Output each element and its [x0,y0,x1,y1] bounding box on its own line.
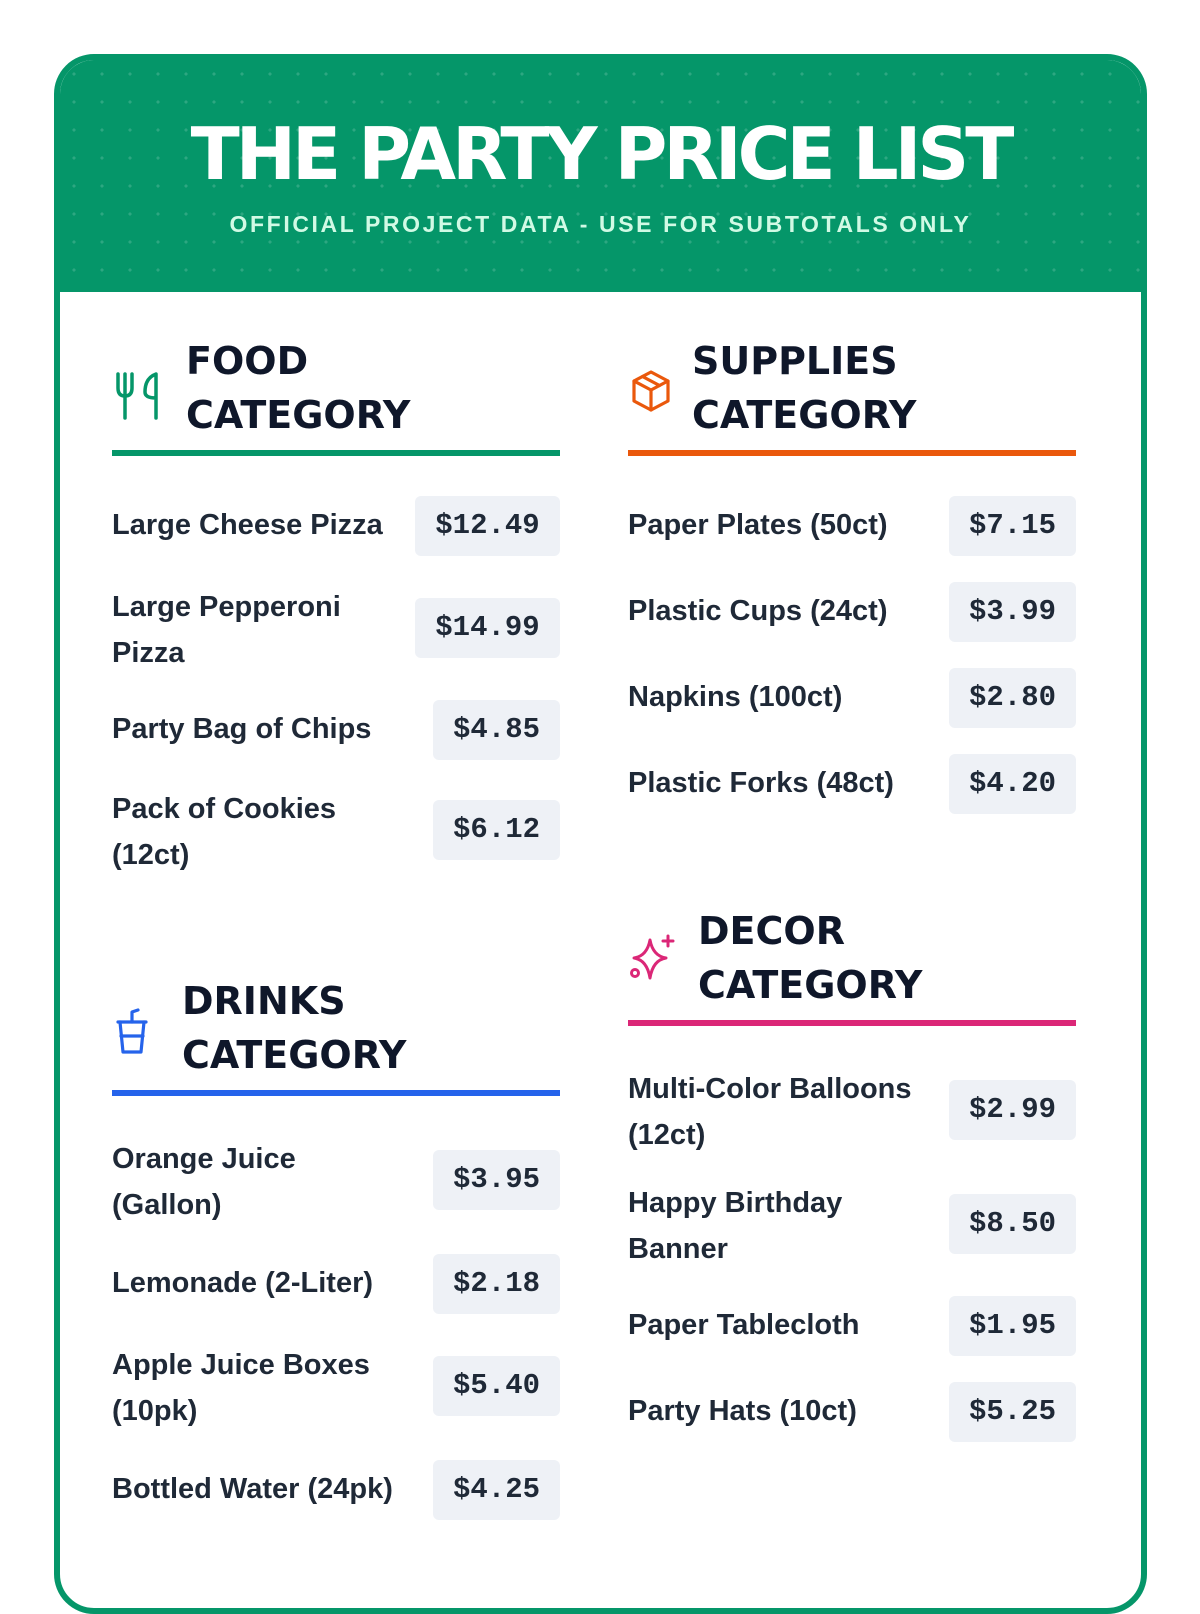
item-price: $5.25 [949,1382,1076,1442]
item-name: Party Hats (10ct) [628,1395,857,1427]
item-name: Large Pepperoni Pizza [112,591,341,669]
food-section [112,332,560,871]
supplies-section-header [628,332,1076,456]
item-name: Lemonade (2-Liter) [112,1267,374,1299]
decor-section [628,902,1076,1428]
item-price: $4.85 [433,700,560,760]
item-price: $5.40 [433,1356,560,1416]
price-list-card [54,54,1147,1614]
item-price: $2.18 [433,1254,560,1314]
decor-section-title: DECOR CATEGORY [698,909,923,1007]
sparkles-icon [628,932,678,982]
item-name: Happy Birthday Banner [628,1187,843,1265]
item-price: $2.80 [949,668,1076,728]
item-price: $7.15 [949,496,1076,556]
item-name: Paper Plates (50ct) [628,509,888,541]
item-price: $3.99 [949,582,1076,642]
supplies-section [628,332,1076,800]
item-name: Large Cheese Pizza [112,509,383,541]
item-name: Bottled Water (24pk) [112,1473,393,1505]
item-price: $8.50 [949,1194,1076,1254]
supplies-section-title: SUPPLIES CATEGORY [692,339,917,437]
item-name: Multi-Color Balloons (12ct) [628,1073,912,1151]
item-price: $3.95 [433,1150,560,1210]
item-name: Party Bag of Chips [112,713,372,745]
item-name: Orange Juice (Gallon) [112,1143,296,1221]
drinks-section-title: DRINKS CATEGORY [182,979,407,1077]
item-price: $14.99 [415,598,560,658]
item-name: Pack of Cookies (12ct) [112,793,337,871]
cup-icon [112,1006,152,1056]
item-name: Napkins (100ct) [628,681,843,713]
item-price: $2.99 [949,1080,1076,1140]
food-section-title: FOOD CATEGORY [186,339,411,437]
page-subtitle: OFFICIAL PROJECT DATA - USE FOR SUBTOTALS ONLY [229,211,972,237]
page-title: THE PARTY PRICE LIST [190,112,1011,196]
decor-section-header [628,902,1076,1026]
food-section-header [112,332,560,456]
header-banner [60,60,1141,292]
drinks-section [112,972,560,1506]
item-name: Paper Tablecloth [628,1309,860,1341]
item-name: Plastic Cups (24ct) [628,595,888,627]
item-price: $12.49 [415,496,560,556]
item-price: $1.95 [949,1296,1076,1356]
drinks-section-header [112,972,560,1096]
item-name: Apple Juice Boxes (10pk) [112,1349,370,1427]
item-name: Plastic Forks (48ct) [628,767,894,799]
item-price: $4.20 [949,754,1076,814]
package-icon [628,368,674,414]
utensils-icon [112,366,166,420]
item-price: $6.12 [433,800,560,860]
item-price: $4.25 [433,1460,560,1520]
